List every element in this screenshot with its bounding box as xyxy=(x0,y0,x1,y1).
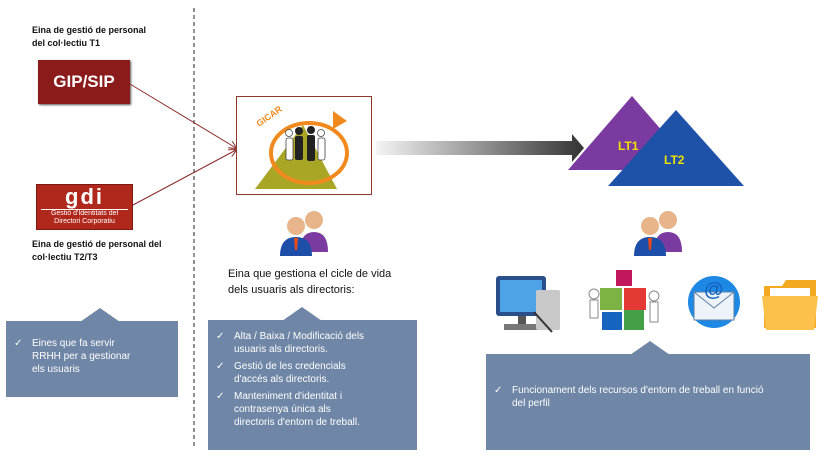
svg-text:@: @ xyxy=(704,279,724,301)
users-icon-right xyxy=(630,206,686,256)
puzzle-icon xyxy=(584,266,666,336)
users-icon xyxy=(276,206,332,256)
arrow-gicar-to-lt xyxy=(376,134,584,162)
center-info-item: ✓ Manteniment d'identitat i contrasenya única als directoris d'entorn de treball. xyxy=(216,391,360,428)
gicar-description: Eina que gestiona el cicle de vida dels usuaris als directoris: xyxy=(228,268,392,296)
lt2-label: LT2 xyxy=(664,153,685,167)
svg-text:GICAR: GICAR xyxy=(254,103,284,129)
label-t2: Eina de gestió de personal del col·lectiu T2/T3 xyxy=(32,239,162,262)
computer-icon xyxy=(492,270,564,338)
center-info-item: ✓ Alta / Baixa / Modificació dels usuaris als directoris. xyxy=(216,331,365,355)
gip-sip-logo: GIP/SIP xyxy=(38,60,130,104)
gicar-graphic xyxy=(237,97,371,194)
lt1-label: LT1 xyxy=(618,139,639,153)
check-icon: ✓ xyxy=(216,331,225,342)
check-icon: ✓ xyxy=(14,338,23,349)
center-box-pointer xyxy=(282,307,322,321)
center-info-item: ✓ Gestió de les credencials d'accés als directoris. xyxy=(216,361,346,385)
lt-triangles xyxy=(560,90,750,190)
arrow-gdi-to-gicar xyxy=(133,150,236,205)
check-icon: ✓ xyxy=(216,391,225,402)
center-info-box xyxy=(208,320,417,450)
check-icon: ✓ xyxy=(216,361,225,372)
left-info-item: ✓ Eines que fa servir RRHH per a gestionar els usuaris xyxy=(14,338,131,375)
right-info-item: ✓ Funcionament dels recursos d'entorn de treball en funció del perfil xyxy=(494,385,764,409)
right-info-box xyxy=(486,354,810,450)
check-icon: ✓ xyxy=(494,385,503,396)
email-icon xyxy=(684,272,744,334)
right-box-pointer xyxy=(630,341,670,355)
arrow-gip-to-gicar xyxy=(130,84,236,148)
label-t1: Eina de gestió de personal del col·lectiu T1 xyxy=(32,25,147,48)
folder-icon xyxy=(760,274,820,334)
gdi-logo: gdi Gestió d'Identitats del Directori Corporatiu xyxy=(36,184,133,230)
gicar-logo xyxy=(236,96,372,195)
